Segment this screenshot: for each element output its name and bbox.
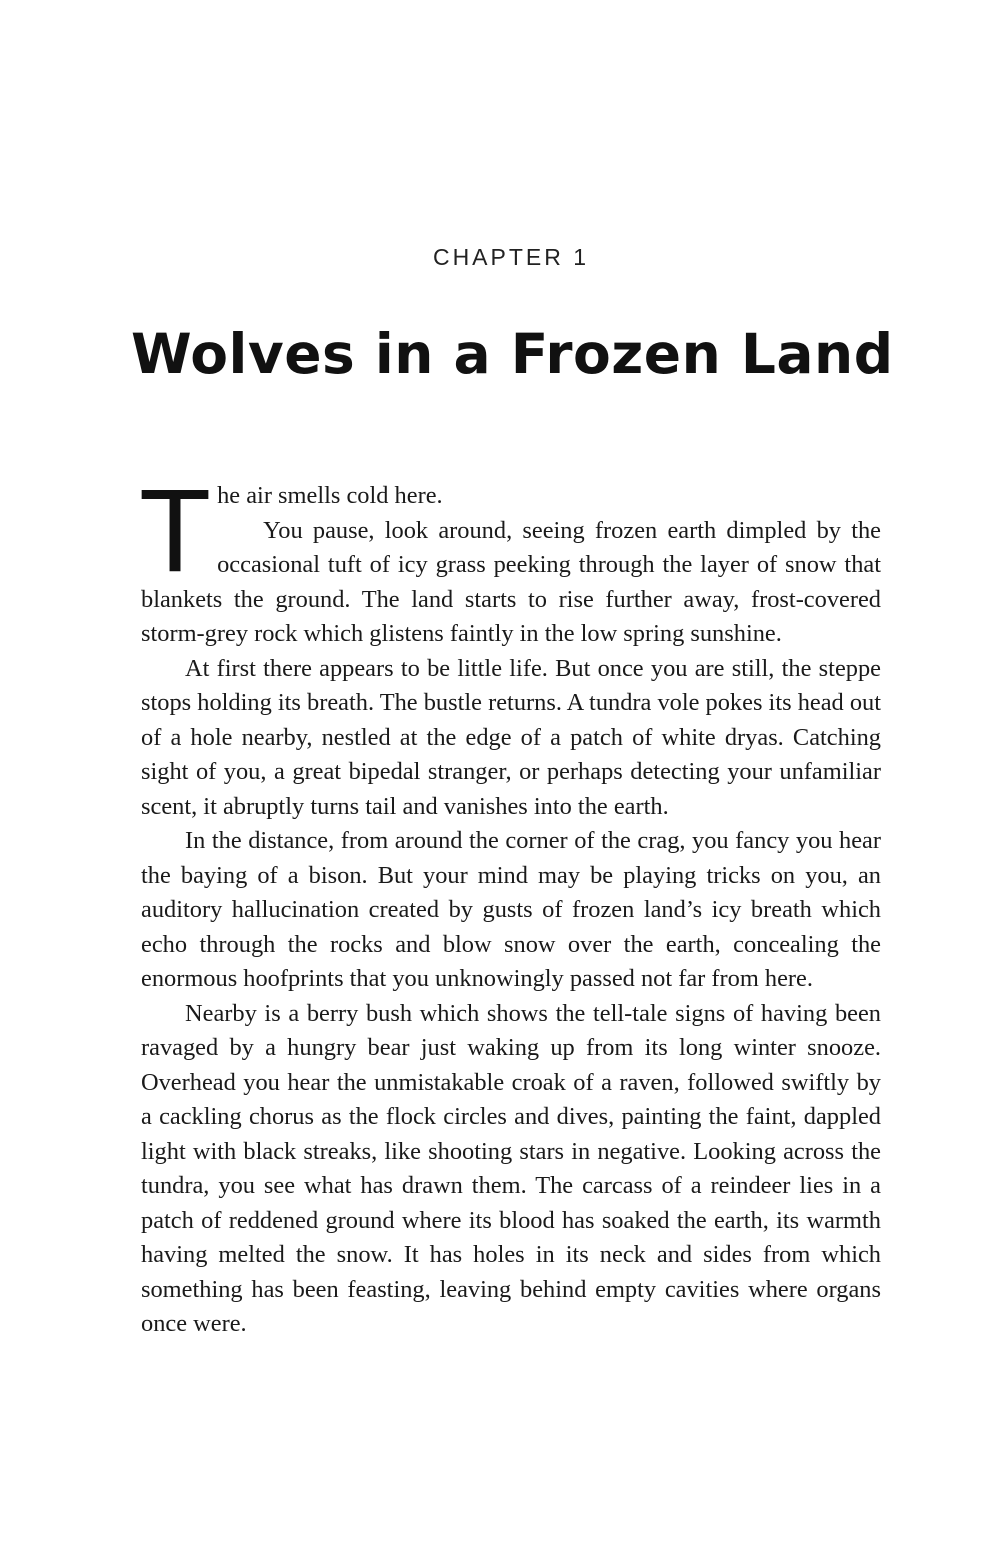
chapter-body — [139, 465, 881, 1342]
paragraph-4: Nearby is a berry bush which shows the tell-tale signs of having been ravaged by a hungry bear just waking up from its long winter snooze. Overhead you hear the unmistakable croak of a raven, followed swiftly by a cackling chorus as the flock circles and dives, painting the faint, dappled light with black streaks, like shooting stars in negative. Looking across the tundra, you see what has drawn them. The carcass of a reindeer lies in a patch of reddened ground where its blood has soaked the earth, its warmth having melted the snow. It has holes in its neck and sides from which something has been feasting, leaving behind empty cavities where organs once were. — [141, 999, 881, 1337]
chapter-title: Wolves in a Frozen Land — [131, 322, 894, 386]
paragraph-2: At first there appears to be little life. But once you are still, the steppe stops holding its breath. The bustle returns. A tundra vole pokes its head out of a hole nearby, nestled at the edge of a patch of white dryas. Catching sight of you, a great bipedal stranger, or perhaps detecting your unfamiliar scent, it abruptly turns tail and vanishes into the earth. — [141, 654, 881, 820]
paragraph-1-continuation: You pause, look around, seeing frozen earth dimpled by the occasional tuft of icy grass peeking through the layer of snow that blankets the ground. The land starts to rise further away, frost-covered storm-grey rock which glistens faintly in the low spring sunshine. — [141, 516, 881, 647]
paragraph-3: In the distance, from around the corner of the crag, you fancy you hear the baying of a bison. But your mind may be playing tricks on you, an auditory hallucination created by gusts of frozen land’s icy breath which echo through the rocks and blow snow over the earth, concealing the enormous hoofprints that you unknowingly passed not far from here. — [141, 827, 881, 992]
paragraph-1 — [139, 465, 881, 652]
paragraph-1-opening: he air smells cold here. — [217, 482, 443, 509]
chapter-label: CHAPTER 1 — [432, 244, 590, 270]
drop-cap: T — [139, 465, 212, 597]
